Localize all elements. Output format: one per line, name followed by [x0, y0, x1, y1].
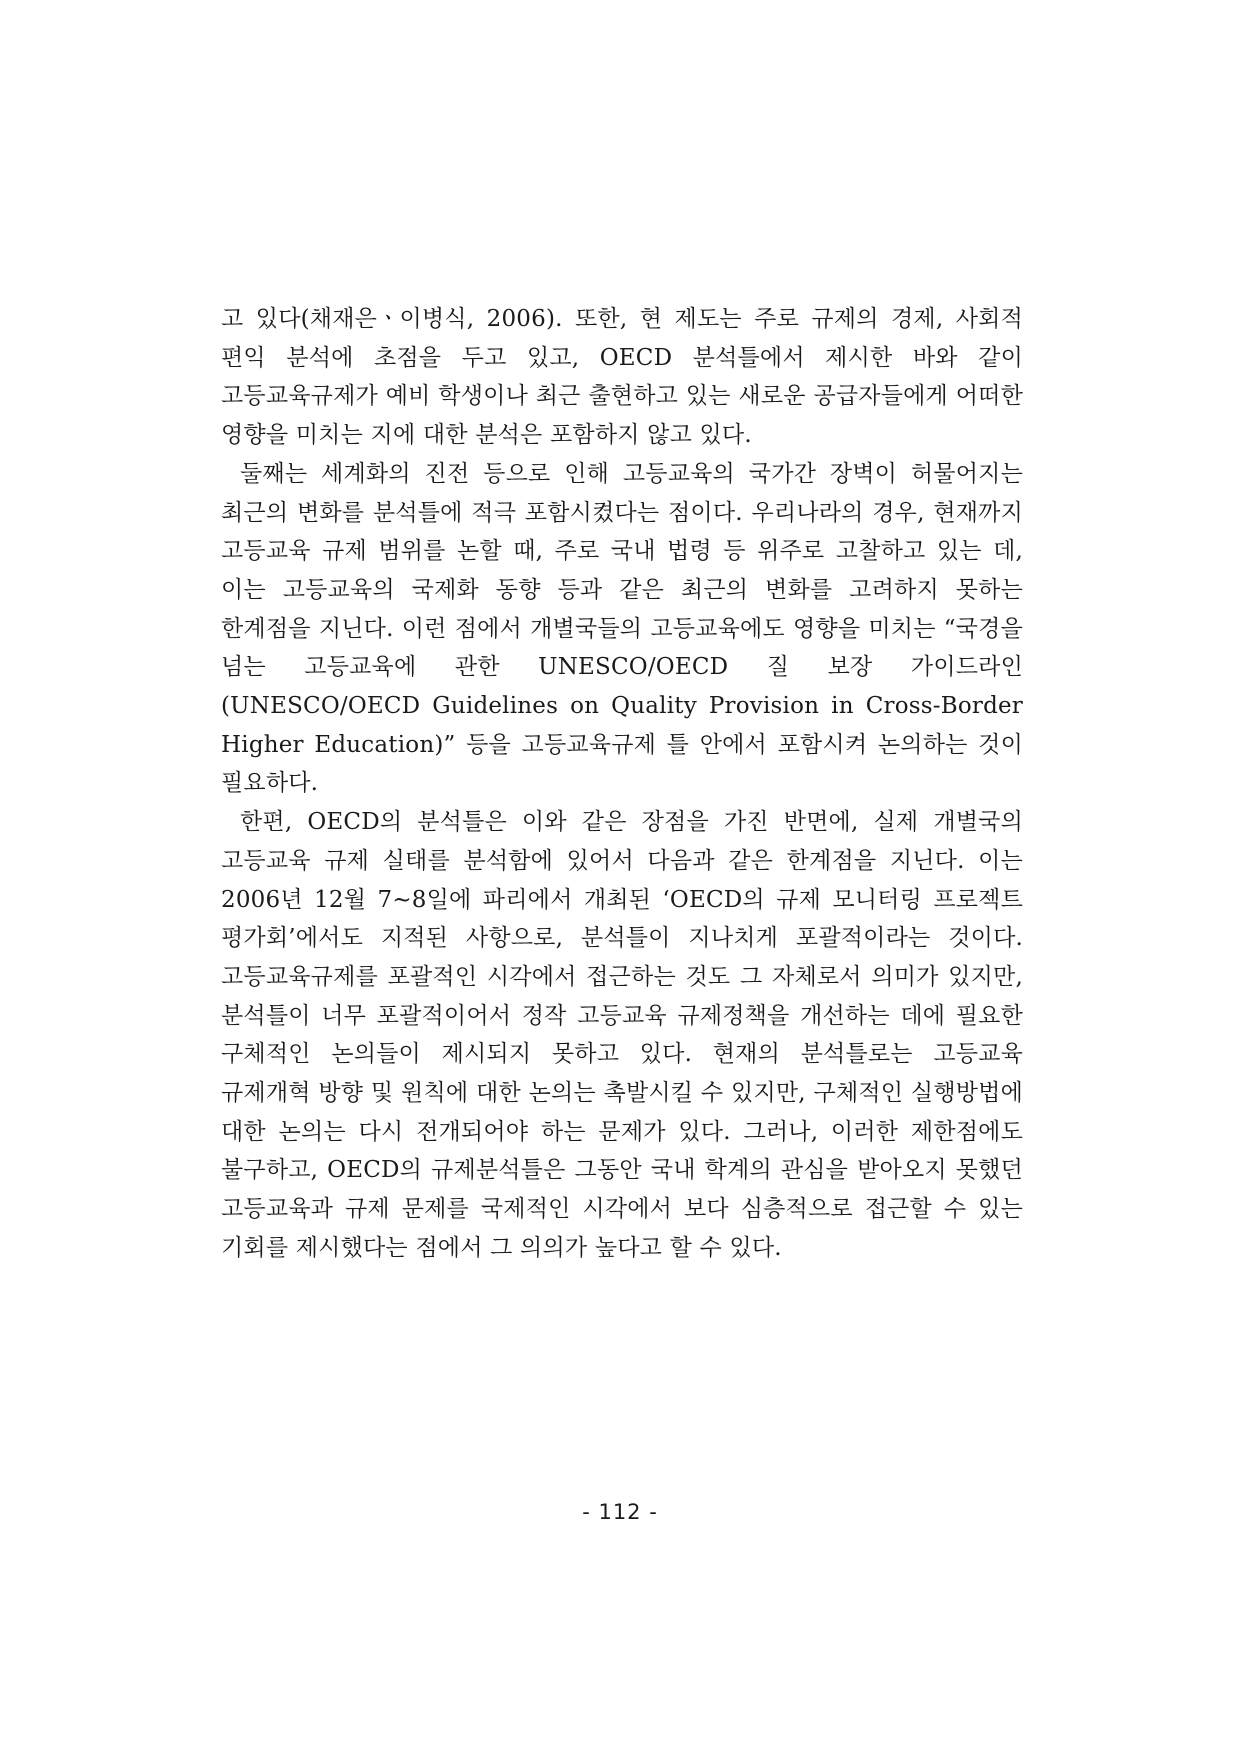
page-body	[221, 300, 1023, 1268]
paragraph-second-point: 둘째는 세계화의 진전 등으로 인해 고등교육의 국가간 장벽이 허물어지는 최근의 변화를 분석틀에 적극 포함시켰다는 점이다. 우리나라의 경우, 현재까지 고등교육 규제 범위를 논할 때, 주로 국내 법령 등 위주로 고찰하고 있는 데, 이는 고등교육의 국제화 동향 등과 같은 최근의 변화를 고려하지 못하는 한계점을 지닌다. 이런 점에서 개별국들의 고등교육에도 영향을 미치는 “국경을 넘는 고등교육에 관한 UNESCO/OECD 질 보장 가이드라인(UNESCO/OECD Guidelines on Quality Provision in Cross-Border Higher Education)” 등을 고등교육규제 틀 안에서 포함시켜 논의하는 것이 필요하다.	[221, 460, 1023, 797]
paragraph-limitations: 한편, OECD의 분석틀은 이와 같은 장점을 가진 반면에, 실제 개별국의 고등교육 규제 실태를 분석함에 있어서 다음과 같은 한계점을 지닌다. 이는 2006년 12월 7∼8일에 파리에서 개최된 ‘OECD의 규제 모니터링 프로젝트 평가회’에서도 지적된 사항으로, 분석틀이 지나치게 포괄적이라는 것이다. 고등교육규제를 포괄적인 시각에서 접근하는 것도 그 자체로서 의미가 있지만, 분석틀이 너무 포괄적이어서 정작 고등교육 규제정책을 개선하는 데에 필요한 구체적인 논의들이 제시되지 못하고 있다. 현재의 분석틀로는 고등교육 규제개혁 방향 및 원칙에 대한 논의는 촉발시킬 수 있지만, 구체적인 실행방법에 대한 논의는 다시 전개되어야 하는 문제가 있다. 그러나, 이러한 제한점에도 불구하고, OECD의 규제분석틀은 그동안 국내 학계의 관심을 받아오지 못했던 고등교육과 규제 문제를 국제적인 시각에서 보다 심층적으로 접근할 수 있는 기회를 제시했다는 점에서 그 의의가 높다고 할 수 있다.	[221, 809, 1023, 1261]
page-number: - 112 -	[582, 1500, 658, 1524]
paragraph-continuation: 고 있다(채재은ㆍ이병식, 2006). 또한, 현 제도는 주로 규제의 경제, 사회적 편익 분석에 초점을 두고 있고, OECD 분석틀에서 제시한 바와 같이 고등교육규제가 예비 학생이나 최근 출현하고 있는 새로운 공급자들에게 어떠한 영향을 미치는 지에 대한 분석은 포함하지 않고 있다.	[221, 306, 1023, 449]
